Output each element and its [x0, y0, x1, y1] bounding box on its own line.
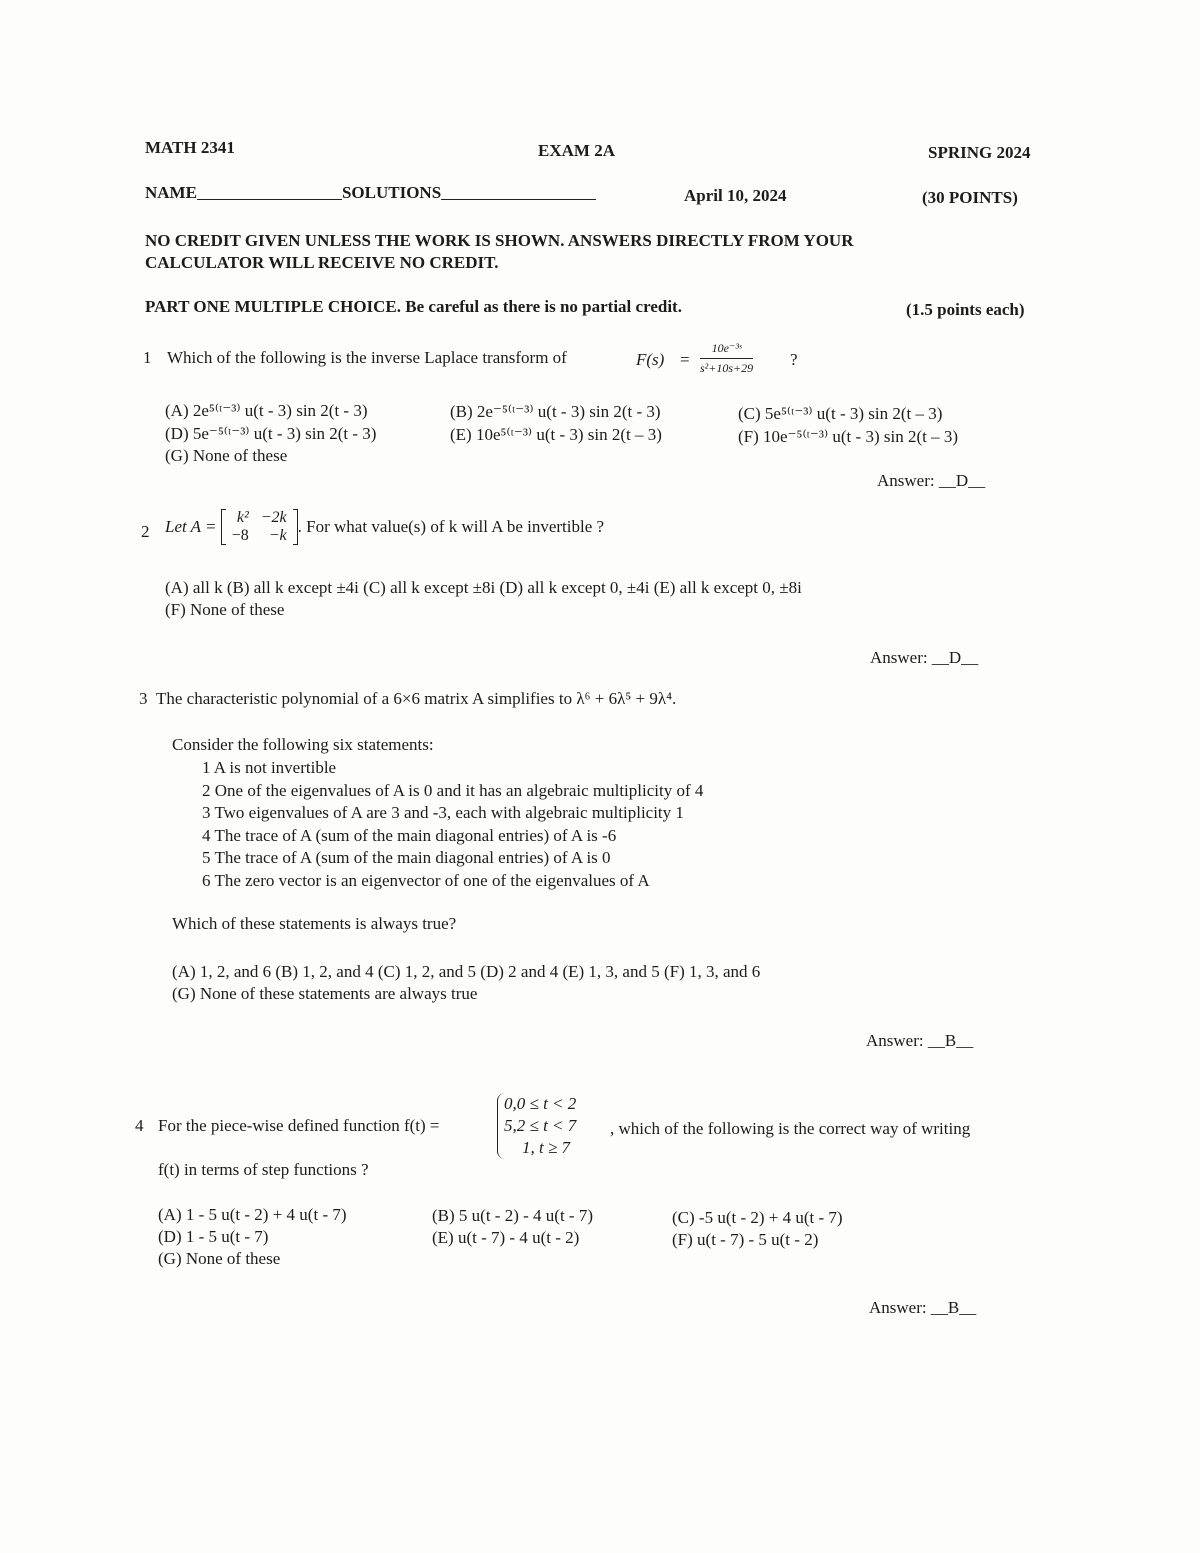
course-code: MATH 2341	[145, 138, 235, 157]
q1-option-c: (C) 5e⁵⁽ᵗ⁻³⁾ u(t - 3) sin 2(t – 3)	[738, 404, 943, 423]
q3-statement: 4 The trace of A (sum of the main diagonal entries) of A is -6	[202, 826, 617, 845]
q3-question: The characteristic polynomial of a 6×6 matrix A simplifies to λ⁶ + 6λ⁵ + 9λ⁴.	[156, 689, 677, 708]
q4-answer	[869, 1298, 976, 1318]
q4-option-a: (A) 1 - 5 u(t - 2) + 4 u(t - 7)	[158, 1205, 347, 1224]
q1-option-g: (G) None of these	[165, 446, 288, 465]
q3-consider: Consider the following six statements:	[172, 735, 434, 754]
q4-case: 5,2 ≤ t < 7	[504, 1116, 577, 1135]
q1-option-b: (B) 2e⁻⁵⁽ᵗ⁻³⁾ u(t - 3) sin 2(t - 3)	[450, 402, 661, 421]
q3-options-line-1: (A) 1, 2, and 6 (B) 1, 2, and 4 (C) 1, 2, and 5 (D) 2 and 4 (E) 1, 3, and 5 (F) 1, 3, and 6	[172, 962, 761, 981]
q3-number: 3	[139, 689, 148, 708]
q1-fraction	[700, 341, 753, 376]
exam-date: April 10, 2024	[684, 186, 787, 205]
q3-statement: 5 The trace of A (sum of the main diagonal entries) of A is 0	[202, 848, 611, 867]
q4-number: 4	[135, 1116, 144, 1135]
q1-equals: =	[680, 350, 690, 369]
q1-numerator: 10e⁻³ˢ	[700, 341, 753, 359]
q1-function: F(s)	[636, 350, 665, 369]
q3-statement: 2 One of the eigenvalues of A is 0 and it has an algebraic multiplicity of 4	[202, 781, 704, 800]
q4-option-g: (G) None of these	[158, 1249, 281, 1268]
q4-answer-label: Answer:	[869, 1298, 927, 1317]
exam-term: SPRING 2024	[928, 143, 1031, 162]
q4-option-c: (C) -5 u(t - 2) + 4 u(t - 7)	[672, 1208, 843, 1227]
q2-matrix-entry: −8	[231, 527, 249, 544]
q2-statement	[165, 509, 604, 545]
q2-text: . For what value(s) of k will A be invertible ?	[297, 517, 605, 536]
q2-matrix-entry: k²	[236, 509, 249, 526]
q2-answer-label: Answer:	[870, 648, 928, 667]
exam-title: EXAM 2A	[538, 141, 615, 160]
q1-answer-value: __D__	[938, 471, 986, 490]
q1-answer	[877, 471, 985, 491]
q4-option-f: (F) u(t - 7) - 5 u(t - 2)	[672, 1230, 819, 1249]
q1-denominator: s²+10s+29	[700, 361, 754, 375]
q4-cases	[497, 1093, 576, 1159]
notice-line-2: CALCULATOR WILL RECEIVE NO CREDIT.	[145, 253, 499, 272]
q2-matrix	[221, 509, 298, 545]
q2-options-line-1: (A) all k (B) all k except ±4i (C) all k except ±8i (D) all k except 0, ±4i (E) all k except 0, ±8i	[165, 578, 802, 597]
exam-points: (30 POINTS)	[922, 188, 1018, 207]
q4-option-d: (D) 1 - 5 u(t - 7)	[158, 1227, 269, 1246]
q1-number: 1	[143, 348, 152, 367]
q1-question-mark: ?	[790, 350, 798, 369]
q4-option-e: (E) u(t - 7) - 4 u(t - 2)	[432, 1228, 580, 1247]
q2-let: Let A =	[165, 517, 217, 536]
q3-text	[139, 689, 676, 709]
q4-case: 1, t ≥ 7	[522, 1138, 571, 1157]
q3-statement: 3 Two eigenvalues of A are 3 and -3, each with algebraic multiplicity 1	[202, 803, 684, 822]
q4-text-before: For the piece-wise defined function f(t) =	[158, 1116, 440, 1135]
q2-matrix-entry: −2k	[260, 509, 287, 526]
q2-number: 2	[141, 522, 150, 541]
q3-answer	[866, 1031, 973, 1051]
q2-matrix-entry: −k	[268, 527, 287, 544]
q1-text: Which of the following is the inverse Laplace transform of	[167, 348, 567, 367]
q1-option-a: (A) 2e⁵⁽ᵗ⁻³⁾ u(t - 3) sin 2(t - 3)	[165, 401, 368, 420]
part-one-points: (1.5 points each)	[906, 300, 1025, 319]
q4-line-2: f(t) in terms of step functions ?	[158, 1160, 369, 1179]
q1-option-e: (E) 10e⁵⁽ᵗ⁻³⁾ u(t - 3) sin 2(t – 3)	[450, 425, 662, 444]
q3-which: Which of these statements is always true?	[172, 914, 457, 933]
name-value: SOLUTIONS	[341, 183, 442, 202]
q1-option-f: (F) 10e⁻⁵⁽ᵗ⁻³⁾ u(t - 3) sin 2(t – 3)	[738, 427, 958, 446]
name-label: NAME	[145, 183, 197, 202]
q4-answer-value: __B__	[930, 1298, 977, 1317]
q3-answer-value: __B__	[927, 1031, 974, 1050]
q3-statement: 1 A is not invertible	[202, 758, 337, 777]
q3-statement: 6 The zero vector is an eigenvector of one of the eigenvalues of A	[202, 871, 650, 890]
q4-text-after: , which of the following is the correct way of writing	[610, 1119, 971, 1138]
name-field	[145, 183, 596, 203]
q2-answer-value: __D__	[931, 648, 979, 667]
q2-answer	[870, 648, 978, 668]
notice-line-1: NO CREDIT GIVEN UNLESS THE WORK IS SHOWN. ANSWERS DIRECTLY FROM YOUR	[145, 231, 854, 250]
q3-options-line-2: (G) None of these statements are always true	[172, 984, 478, 1003]
part-one-title: PART ONE MULTIPLE CHOICE. Be careful as there is no partial credit.	[145, 297, 682, 316]
q4-case: 0,0 ≤ t < 2	[504, 1094, 577, 1113]
q1-option-d: (D) 5e⁻⁵⁽ᵗ⁻³⁾ u(t - 3) sin 2(t - 3)	[165, 424, 377, 443]
q3-answer-label: Answer:	[866, 1031, 924, 1050]
q4-option-b: (B) 5 u(t - 2) - 4 u(t - 7)	[432, 1206, 593, 1225]
q1-answer-label: Answer:	[877, 471, 935, 490]
q2-options-line-2: (F) None of these	[165, 600, 285, 619]
